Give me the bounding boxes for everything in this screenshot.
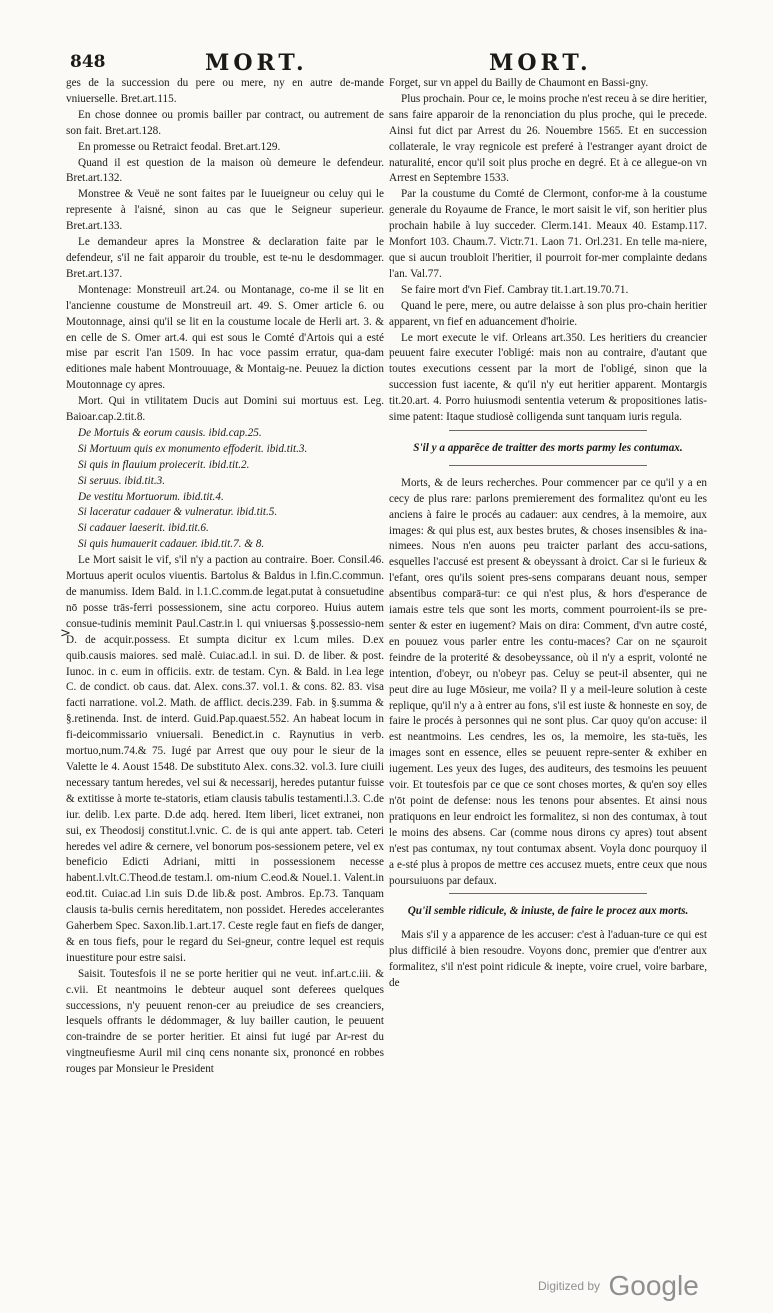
right-column — [389, 76, 707, 992]
section-rule — [449, 893, 647, 894]
margin-mark: > — [60, 626, 71, 641]
left-citation: De Mortuis & eorum causis. ibid.cap.25. — [78, 426, 262, 439]
right-paragraph: Se faire mort d'vn Fief. Cambray tit.1.art.19.70.71. — [401, 283, 629, 296]
right-paragraph: Morts, & de leurs recherches. Pour commencer par ce qu'il y a en cecy de plus rare: parlons premierement des formalitez qu'ont eu les anciens à faire le procés au cadauer: aux cendres, à la memoire, aux images: & qui plus est, aux bestes brutes, & choses insensibles & ina-nimees. Nous n'en auons peu traicter parlant des accu-sations, esquelles l'accusé est present & obeyssant à droict. Car si le furieux & l'efant, ores qu'ils soient pres-sens comparans deuant nous, semper absentibus comparā-tur: ce qui n'est plus, & hors d'esperance de iamais estre tels que sont les morts, comment pourroient-ils se pre-senter & ester en iugement? Mais on dira: Comment, d'vn autre costé, en pouuez vous parler entre les contu-maces? Car on ne sçauroit feindre de la proterité & desobeyssance, où il n'y a esprit, volonté ne intention, d'obeyr, ou n'obeyr pas. Celuy se peut-il absenter, qui ne peut dire au Iuge Mōsieur, me voila? Il y a meil-leure solution à ceste replique, qu'il n'y a à entrer au fons, s'il est iuste & honneste en soy, de faire le procés à personnes qui ne sont plus. Car quoy qu'on accuse: il est neantmoins. Les cendres, les os, la memoire, les sta-tuës, les images sont en essence, elles se peuuent repre-senter & exhiber en iugement. Les yeux des Iuges, des auditeurs, des tesmoins les peuuent voir. Et toutesfois par ce que ce sont choses mortes, & qu'en soy elles n'ōt point de defense: nous les tenons pour absentes. Et ainsi nous pratiquons en leur endroict les formalitez, si non des contumax, à tout le moins des absens. Car (comme nous dirons cy apres) tout absent n'est pas contumax, ny tout contumax absent. Voyla donc pourquoy il a e-sté plus à propos de mettre ces accusez muets, entre ceux que nous poursuiuons par defaux. — [389, 476, 707, 887]
right-paragraph: Par la coustume du Comté de Clermont, confor-me à la coustume generale du Royaume de France, le mort saisit le vif, son heritier plus prochain habile à luy succeder. Clerm.141. Meaux 40. Estamp.117. Monfort 103. Chaum.7. Victr.71. Laon 71. Orl.231. En telle ma-niere, que si aucun troubloit l'heritier, il pourroit for-mer complainte dedans l'an. Val.77. — [389, 188, 707, 280]
left-paragraph: Mort. Qui in vtilitatem Ducis aut Domini sui mortuus est. Leg. Baioar.cap.2.tit.8. — [66, 395, 384, 424]
section-rule — [449, 430, 647, 431]
left-citation: Si laceratur cadauer & vulneratur. ibid.tit.5. — [78, 506, 278, 519]
left-paragraph: Saisit. Toutesfois il ne se porte heritier qui ne veut. inf.art.c.iii. & c.vii. Et neantmoins le debteur auquel sont deferees quelques successions, n'y peuuent renon-cer au preiudice de ses creanciers, lesquels offrants le dédommager, & luy bailler caution, le peuuent con-traindre de se porter heritier. Et ainsi fut iugé par Ar-rest du vingtneufiesme Auril mil cinq cens nonante six, prononcé en robbes rouges par Monsieur le President — [66, 967, 384, 1076]
left-citation: De vestitu Mortuorum. ibid.tit.4. — [78, 490, 224, 503]
section-heading: S'il y a apparẽce de traitter des morts parmy les contumax. — [413, 441, 683, 454]
left-citation: Si cadauer laeserit. ibid.tit.6. — [78, 522, 209, 535]
digitized-by-label: Digitized by — [538, 1279, 601, 1293]
left-paragraph: Monstree & Veuë ne sont faites par le Iuueigneur ou celuy qui le represente à l'aisné, sinon au cas que le Seigneur superieur. Bret.art.133. — [66, 188, 384, 233]
left-citation: Si quis in flauium proiecerit. ibid.tit.2. — [78, 458, 250, 471]
running-head-right: MORT. — [489, 50, 592, 76]
left-paragraph: En promesse ou Retraict feodal. Bret.art.129. — [78, 140, 281, 153]
left-paragraph: ges de la succession du pere ou mere, ny en autre de-mande vniuerselle. Bret.art.115. — [66, 77, 384, 105]
left-citation: Si seruus. ibid.tit.3. — [78, 474, 166, 487]
running-head-left: MORT. — [205, 50, 308, 76]
left-paragraph: En chose donnee ou promis bailler par contract, ou autrement de son fait. Bret.art.128. — [66, 108, 384, 137]
right-paragraph: Forget, sur vn appel du Bailly de Chaumont en Bassi-gny. — [389, 77, 649, 89]
right-paragraph: Quand le pere, mere, ou autre delaisse à son plus pro-chain heritier apparent, vn fief en aduancement d'hoirie. — [389, 299, 707, 328]
left-citation: Si Mortuum quis ex monumento effoderit. ibid.tit.3. — [78, 442, 308, 455]
left-paragraph: Le Mort saisit le vif, s'il n'y a paction au contraire. Boer. Consil.46. Mortuus aperit oculos viuentis. Bartolus & Baldus in l.fin.C.commun. de manumiss. Idem Bald. in l.1.C.comm.de legat.putat à consuetudine nō posse trās-ferri possessionem, sine actu corporeo. Huius autem consue-tudinis meminit Paul.Castr.in l. qui vniuersas §.possessio-nem D. de acquir.possess. Et sumpta dicitur ex l.cum miles. D.ex quib.causis maiores. sed malè. Cuiac.ad.l. in sui. D. de liber. & post. Iunoc. in c. eum in officiis. extr. de testam. Cyn. & Bald. in l.ea lege C. de condict. ob caus. dat. Alex. cons.37. vol.1. & cons. 82. 83. visa facti narratione. vol.2. Math. de afflict. decis.239. Fab. in §.summa & §.retinenda. Inst. de interd. Guid.Pap.quaest.552. An habeat locum in fi-deicommissario vniuersali. Benedict.in c. Raynutius in verb. mortuo,num.74.& 75. Iugé par Arrest que ouy pour le sieur de la Valette le 4. Aoust 1548. De substituto Alex. cons.32. vol.3. Iure ciuili necessary tantum heredes, vel sui & necessarij, heredes putantur fuisse & extitisse à morte te-statoris, etiam clausis tabulis testamenti.l.3. C.de iur. delib. l.ex parte. D.de adq. hered. Item liberi, licet extranei, non sui, ex Theodosij constitut.l.vnic. C. de is qui ante appert. tab. Ceteri heredes vel adire & cernere, vel bonorum pos-sessionem petere, vel ex beneficio Edicti Adriani, mitti in possessionem necesse habent.l.vlt.C.Theod.de testam.l. om-nium C.eod.& Nouel.1. Valent.in eod.tit. Cuiac.ad l.in suis D.de lib.& post. Ambros. Ep.73. Tanquam clausis ta-bulis cernis hereditatem, non possidet. Heredes accelerantes Gaherbem Spec. Saxon.lib.1.art.17. Ceste regle faut en fiefs de danger, & en tous fiefs, pour le regard du Sei-gneur, contre lequel est requis inuestiture pour estre saisi. — [66, 554, 384, 964]
page-number: 848 — [70, 52, 106, 72]
left-paragraph: Montenage: Monstreuil art.24. ou Montanage, co-me il se lit en l'ancienne coustume de Monstreuil art. 49. S. Omer article 6. ou Moutonnage, ainsi qu'il se lit en la coustume locale de Herli art. 3. & en celle de S. Omer art.4. qui est sous le Comté d'Artois qui a esté mise par escrit l'an 1509. In hac voce passim erratur, qua-dam editiones male habent Montrouuage, & Montaig-ne. Peuuez la diction Moutonnage cy apres. — [66, 283, 384, 392]
section-rule — [449, 465, 647, 466]
left-column — [66, 76, 384, 1078]
digitized-watermark — [538, 1270, 699, 1302]
left-paragraph: Quand il est question de la maison où demeure le defendeur. Bret.art.132. — [66, 156, 384, 185]
left-citation: Si quis humauerit cadauer. ibid.tit.7. & 8. — [78, 538, 265, 551]
left-paragraph: Le demandeur apres la Monstree & declaration faite par le defendeur, s'il ne fait apparoir du trouble, est te-nu le desdommager. Bret.art.137. — [66, 236, 384, 280]
right-paragraph: Mais s'il y a apparence de les accuser: c'est à l'aduan-ture ce qui est plus difficilé à bien resoudre. Voyons donc, premier que d'entrer aux formalitez, s'il n'est point ridicule & inepte, voire cruel, voire barbare, de — [389, 929, 707, 990]
right-paragraph: Le mort execute le vif. Orleans art.350. Les heritiers du creancier peuuent faire executer l'obligé: mais non au contraire, d'autant que toutes executions cessent par la mort de l'obligé, sinon que la succession fust iacente, & qu'il n'y eut heritier apparent. Montargis tit.20.art. 4. Porro huiusmodi sententia veterum & propositiones latis-sime patent: Itaque studiosè colligenda sunt tanquam iuris regula. — [389, 331, 707, 424]
right-paragraph: Plus prochain. Pour ce, le moins proche n'est receu à se dire heritier, sans faire apparoir de la renonciation du plus proche, qui le precede. Ainsi fut dict par Arrest du 26. Nouembre 1565. Et en succession collaterale, le vray regnicole est preferé à l'estranger ayant droict de naturalité, encor qu'il soit plus proche en degré. Et à ce allegue-on vn Arrest en Septembre 1533. — [389, 92, 707, 185]
section-heading: Qu'il semble ridicule, & iniuste, de faire le procez aux morts. — [407, 905, 689, 918]
google-wordmark: Google — [608, 1270, 699, 1301]
